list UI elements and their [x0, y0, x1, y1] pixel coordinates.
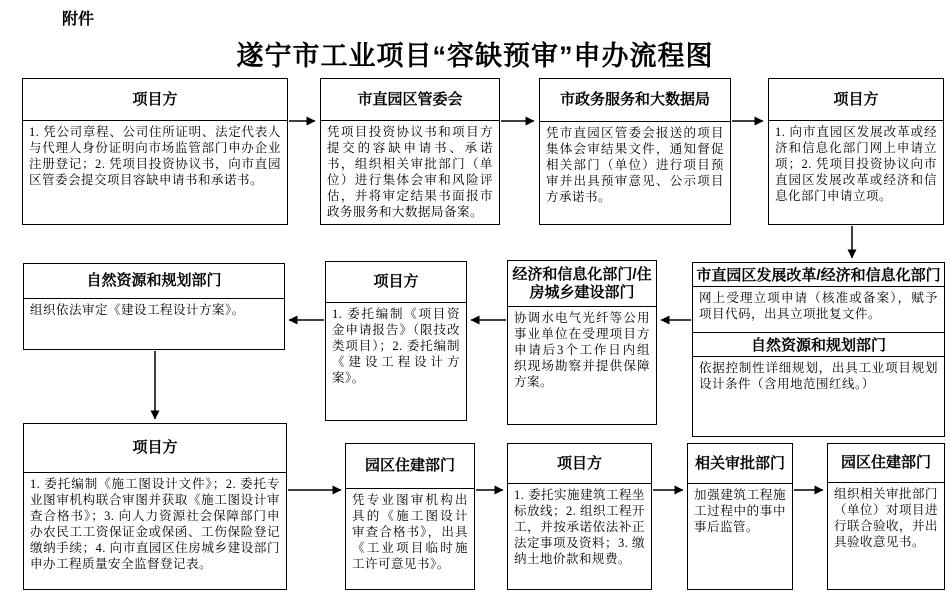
box-body: 1. 委托编制《施工图设计文件》；2. 委托专业图审机构联合审图并获取《施工图设计审查合格书》；3. 向人力资源社会保障部门申办农民工工资保证金或保函、工伤保险登记缴纳手续；4. 向市直园区住房城乡建设部门申办工程质量安全监督登记表。 [30, 477, 280, 571]
flow-box-park-committee [320, 78, 500, 225]
box-header: 市直园区发展改革/经济和信息化部门 [693, 263, 944, 287]
flow-box-related-approval-depts [687, 443, 793, 590]
box-header: 项目方 [23, 79, 287, 121]
box-header: 项目方 [769, 79, 943, 121]
box-body: 1. 向市直园区发展改革或经济和信息化部门网上申请立项；2. 凭项目投资协议向市直园区发展改革或经济和信息化部门申请立项。 [775, 125, 937, 203]
box-body: 组织依法审定《建设工程设计方案》。 [30, 303, 245, 317]
box-header: 园区住建部门 [346, 444, 474, 489]
box-header: 市直园区管委会 [321, 79, 499, 121]
flow-box-project-party-3 [325, 261, 467, 421]
box-body: 凭项目投资协议书和项目方提交的容缺申请书、承诺书，组织相关审批部门（单位）进行集体会审和风险评估，并将审定结果书面报市政务服务和大数据局备案。 [327, 125, 493, 219]
flow-box-natural-resources-planning [23, 263, 285, 350]
box-header: 经济和信息化部门/住房城乡建设部门 [508, 261, 656, 307]
box-body: 1. 凭公司章程、公司住所证明、法定代表人与代理人身份证明向市场监管部门申办企业注册登记；2. 凭项目投资协议书，向市直园区管委会提交项目容缺申请书和承诺书。 [29, 125, 281, 187]
box-header: 自然资源和规划部门 [693, 333, 944, 357]
box-body: 协调水电气光纤等公用事业单位在受理项目方申请后3个工作日内组织现场勘察并提供保障方案。 [514, 311, 650, 389]
box-header: 园区住建部门 [828, 444, 944, 483]
flow-box-project-party-5 [507, 443, 652, 590]
box-body: 组织相关审批部门（单位）对项目进行联合验收，并出具验收意见书。 [834, 487, 939, 549]
box-header: 项目方 [326, 262, 466, 303]
box-body: 凭专业图审机构出具的《施工图设计审查合格书》，出具《工业项目临时施工许可意见书》。 [352, 493, 468, 571]
box-header: 市政务服务和大数据局 [540, 79, 730, 122]
box-body: 1. 委托实施建筑工程坐标放线；2. 组织工程开工，并按承诺依法补正法定事项及资料；3. 缴纳土地价款和规费。 [514, 488, 646, 566]
box-body: 1. 委托编制《项目资金申请报告》（限技改类项目）；2. 委托编制《建设工程设计方案》。 [332, 307, 460, 385]
flow-box-project-party-1 [22, 78, 288, 225]
box-header: 项目方 [508, 444, 651, 484]
box-body: 加强建筑工程施工过程中的事中事后监管。 [694, 488, 786, 534]
box-body: 凭市直园区管委会报送的项目集体会审结果文件，通知督促相关部门（单位）进行项目预审并出具预审意见、公示项目方承诺书。 [546, 126, 724, 204]
box-header: 自然资源和规划部门 [24, 264, 284, 299]
box-header: 项目方 [24, 424, 286, 473]
box-body: 依据控制性详细规划，出具工业项目规划设计条件（含用地范围红线。） [699, 361, 938, 392]
flow-box-economy-info-housing-depts [507, 260, 657, 425]
flow-box-stacked-ndrc-and-planning [692, 262, 945, 437]
flow-box-project-party-4 [23, 423, 287, 590]
flow-box-project-party-2 [768, 78, 944, 225]
flow-box-park-housing-dept-1 [345, 443, 475, 590]
flow-box-gov-service-bigdata-bureau [539, 78, 731, 225]
page-title: 遂宁市工业项目“容缺预审”申办流程图 [236, 41, 714, 71]
box-header: 相关审批部门 [688, 444, 792, 484]
attachment-label: 附件 [62, 11, 95, 28]
box-body: 网上受理立项申请（核准或备案），赋予项目代码，出具立项批复文件。 [693, 287, 944, 333]
flow-box-park-housing-dept-2 [827, 443, 945, 590]
